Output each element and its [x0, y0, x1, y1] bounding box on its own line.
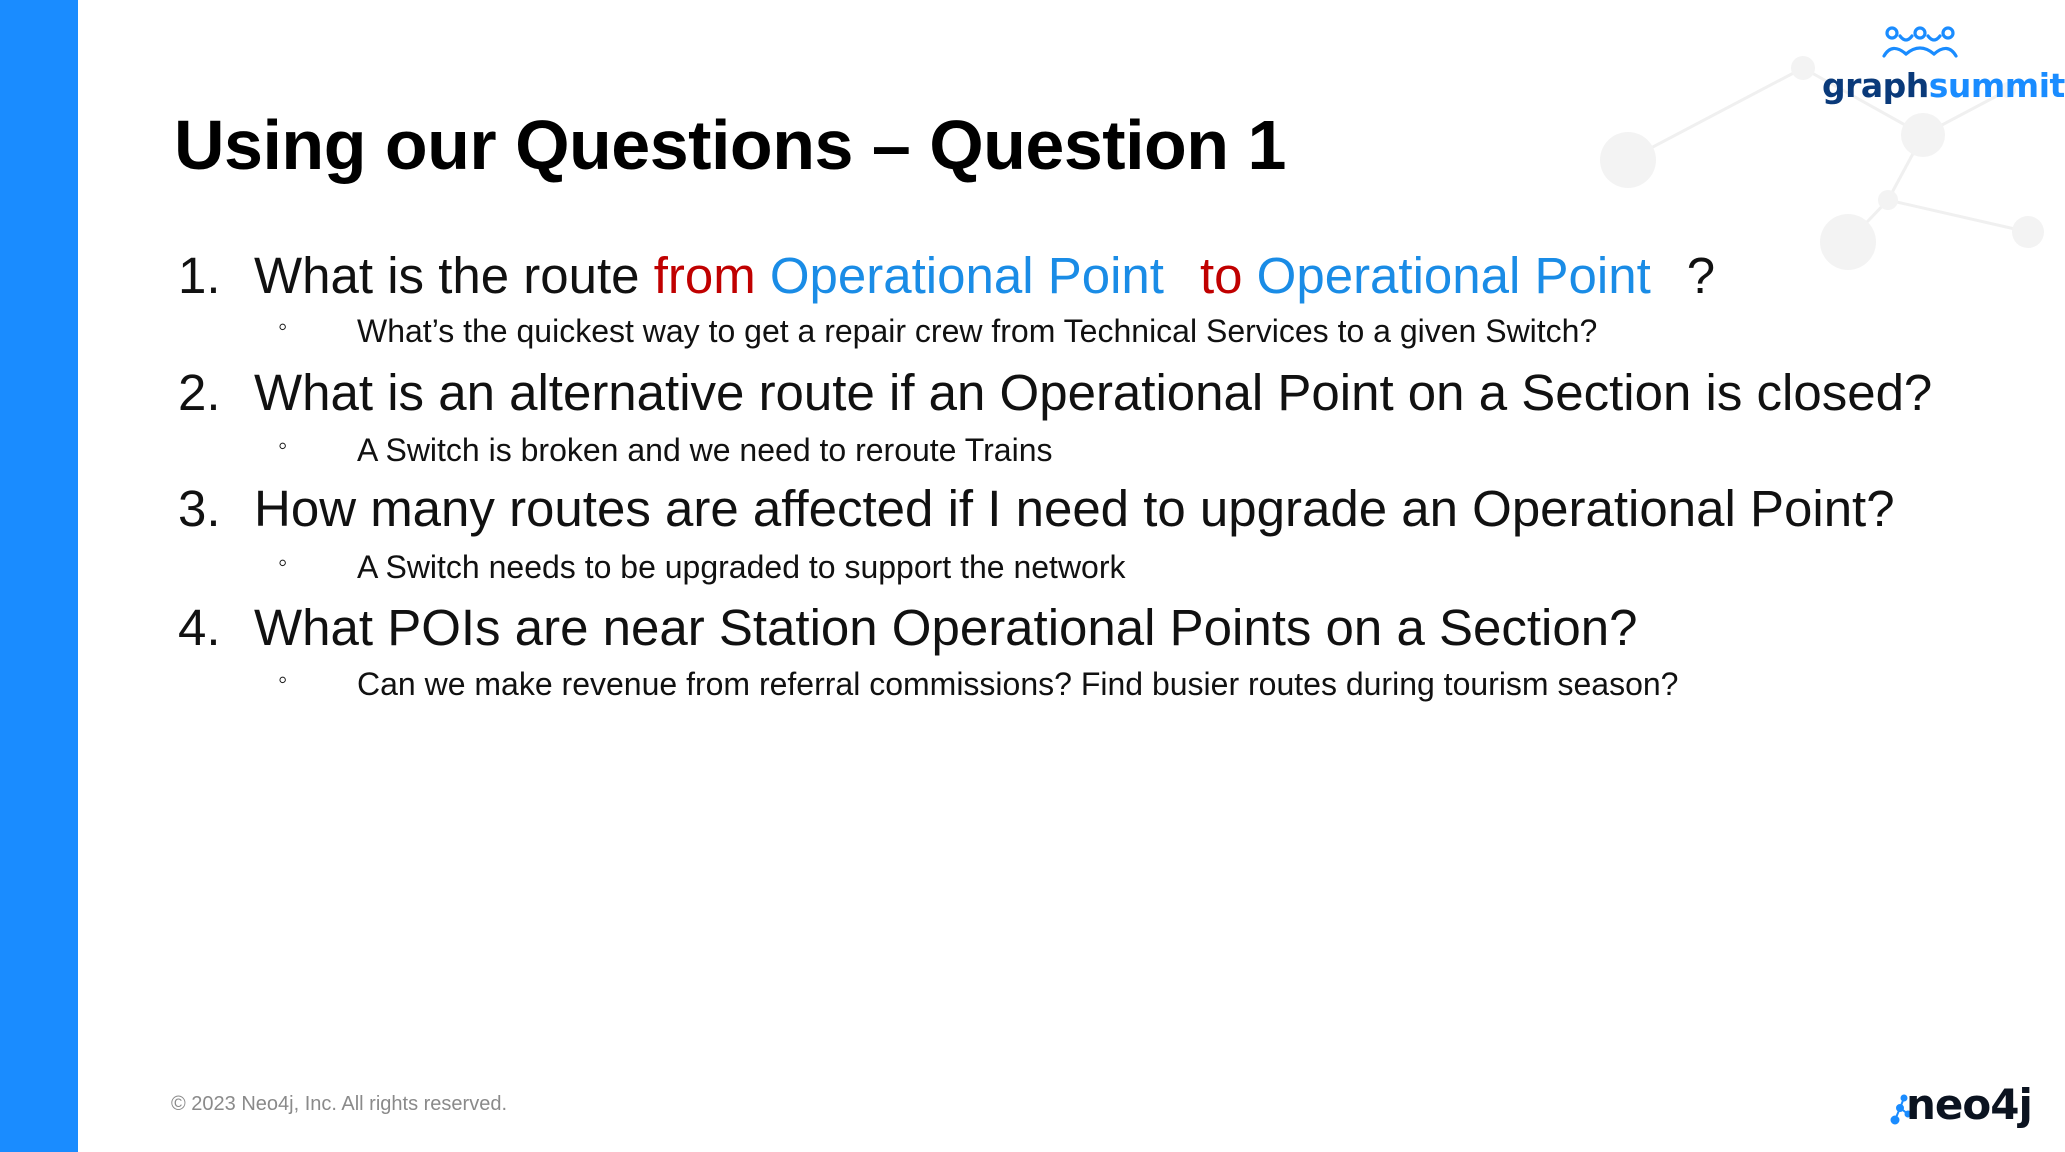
neo4j-wordmark: neo4j: [1906, 1080, 2032, 1129]
question-1: [178, 246, 1715, 305]
sub-text: A Switch is broken and we need to reroute Trains: [357, 432, 1053, 468]
copyright-footer: © 2023 Neo4j, Inc. All rights reserved.: [171, 1093, 508, 1115]
graphsummit-wordmark: [1822, 66, 2065, 105]
question-2: [178, 363, 1932, 422]
sub-text: Can we make revenue from referral commissions? Find busier routes during tourism season?: [357, 666, 1679, 702]
keyword-to: to: [1199, 247, 1243, 304]
graphsummit-word-graph: graph: [1822, 66, 1929, 105]
question-3: [178, 479, 1895, 538]
bullet-icon: ◦: [278, 547, 288, 577]
keyword-operational-point-end: Operational Point: [1256, 247, 1651, 304]
keyword-operational-point-start: Operational Point: [769, 247, 1164, 304]
question-mark: ?: [1686, 247, 1716, 304]
keyword-from: from: [653, 247, 756, 304]
neo4j-logo: [1890, 1080, 2032, 1130]
question-text: How many routes are affected if I need to upgrade an Operational Point?: [254, 480, 1895, 537]
bullet-icon: ◦: [278, 664, 288, 694]
question-number: 4.: [178, 599, 221, 656]
question-text: What POIs are near Station Operational Points on a Section?: [254, 599, 1638, 656]
sub-text: What’s the quickest way to get a repair crew from Technical Services to a given Switch?: [357, 313, 1598, 349]
slide-title: Using our Questions – Question 1: [174, 106, 1286, 184]
question-number: 3.: [178, 480, 221, 537]
question-text-part: What is the route: [254, 247, 654, 304]
graphsummit-logo: [1822, 24, 2065, 105]
question-text-space: [1243, 247, 1257, 304]
left-accent-bar: [0, 0, 78, 1152]
question-number: 2.: [178, 364, 221, 421]
graphsummit-people-icon: [1882, 24, 1958, 60]
graphsummit-word-summit: summit: [1928, 66, 2065, 105]
bullet-icon: ◦: [278, 311, 288, 341]
sub-text: A Switch needs to be upgraded to support the network: [357, 549, 1126, 585]
bullet-icon: ◦: [278, 430, 288, 460]
question-text: What is an alternative route if an Operational Point on a Section is closed?: [254, 364, 1933, 421]
question-number: 1.: [178, 247, 221, 304]
question-text-space: [756, 247, 770, 304]
question-4: [178, 598, 1637, 657]
